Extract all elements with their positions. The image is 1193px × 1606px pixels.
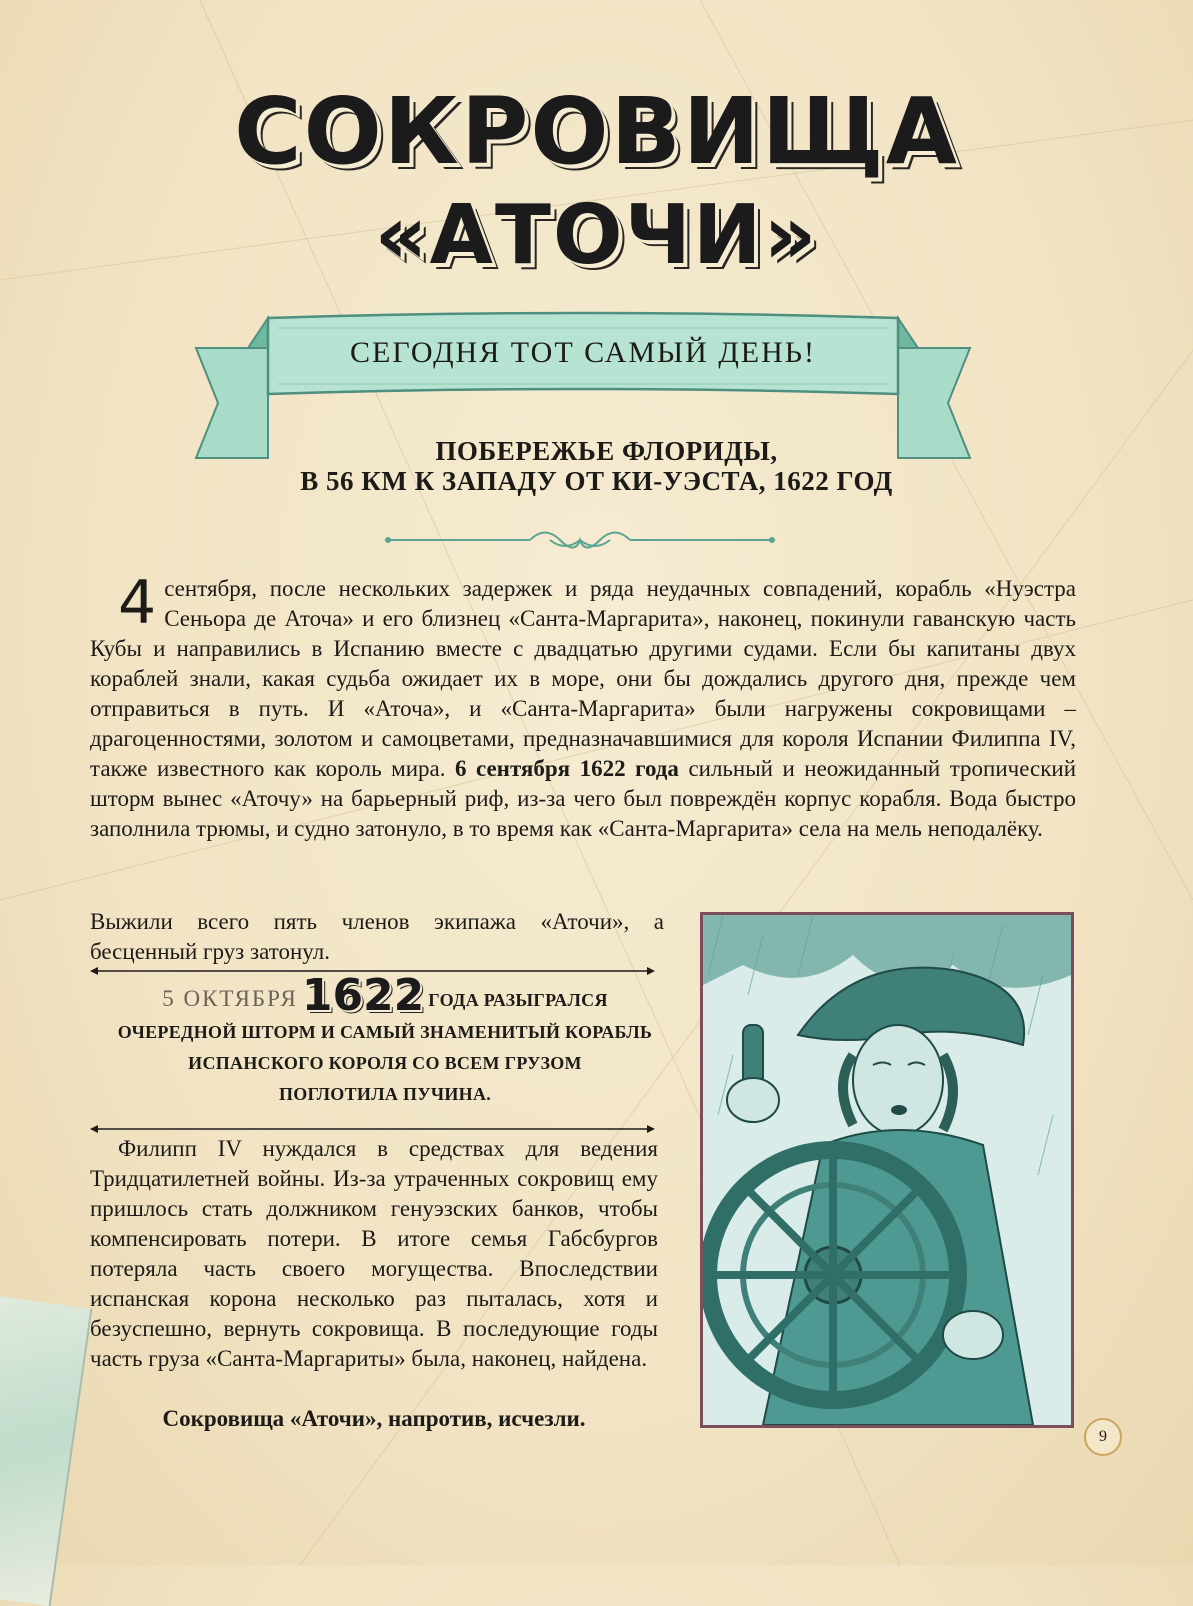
callout-box — [105, 970, 665, 1110]
location-subtitle-line2: В 56 КМ К ЗАПАДУ ОТ КИ-УЭСТА, 1622 ГОД — [300, 466, 893, 496]
callout-year: 1622 — [301, 970, 425, 1021]
banner-text: СЕГОДНЯ ТОТ САМЫЙ ДЕНЬ! — [349, 336, 816, 369]
corner-decoration — [0, 1294, 92, 1606]
intro-bold-date: 6 сентября 1622 года — [455, 756, 679, 781]
callout-line1: ГОДА РАЗЫГРАЛСЯ — [428, 990, 608, 1010]
intro-text-a: сентября, после нескольких задержек и ряда неудачных совпадений, корабль «Нуэстра Сеньора де Аточа» и его близнец «Санта-Маргарита», наконец, покинули гаванскую часть Кубы и направились в Испанию вместе с двадцатью другими судами. Если бы капитаны двух кораблей знали, какая судьба ожидает их в море, они бы дождались другого дня, прежде чем отправиться в путь. И «Аточа», и «Санта-Маргарита» были нагружены сокровищами – драгоценностями, золотом и самоцветами, предназначавшимися для короля Испании Филиппа IV, также известного как король мира. — [90, 576, 1076, 781]
intro-paragraph — [90, 568, 1077, 844]
callout-line2: ОЧЕРЕДНОЙ ШТОРМ И САМЫЙ ЗНАМЕНИТЫЙ КОРАБЛЬ — [117, 1022, 653, 1042]
callout-line3: ИСПАНСКОГО КОРОЛЯ СО ВСЕМ ГРУЗОМ — [188, 1053, 582, 1073]
callout-line4: ПОГЛОТИЛА ПУЧИНА. — [278, 1084, 492, 1104]
callout-bottom-rule — [90, 1124, 655, 1134]
drop-cap: 4 — [118, 568, 157, 638]
page-title-line2: «АТОЧИ» — [374, 188, 819, 283]
sailor-illustration — [700, 912, 1074, 1428]
page-number: 9 — [1084, 1418, 1122, 1456]
intro-text-b: сильный и неожиданный тропический шторм вынес «Аточу» на барьерный риф, из-за чего был повреждён корпус корабля. Вода быстро заполнила трюмы, и судно затонуло, в то время как «Санта-Маргарита» села на мель неподалёку. — [90, 756, 1077, 841]
page-title-line1: СОКРОВИЩА — [234, 78, 959, 185]
callout-date: 5 ОКТЯБРЯ — [162, 986, 298, 1011]
sailor-at-wheel-icon — [703, 915, 1071, 1425]
survivors-paragraph: Выжили всего пять членов экипажа «Аточи», а бесценный груз затонул. — [90, 909, 664, 964]
flourish-divider-icon — [380, 520, 780, 560]
aftermath-paragraph: Филипп IV нуждался в средствах для ведения Тридцатилетней войны. Из-за утраченных сокровищ ему пришлось стать должником генуэзских банков, чтобы компенсировать потери. В итоге семья Габсбургов потеряла часть своего могущества. Впоследствии испанская корона несколько раз пыталась, хотя и безуспешно, вернуть сокровища. В последующие годы часть груза «Санта-Маргариты» была, наконец, найдена. — [90, 1136, 658, 1371]
closing-line: Сокровища «Аточи», напротив, исчезли. — [162, 1406, 586, 1431]
location-subtitle-line1: ПОБЕРЕЖЬЕ ФЛОРИДЫ, — [435, 436, 778, 466]
